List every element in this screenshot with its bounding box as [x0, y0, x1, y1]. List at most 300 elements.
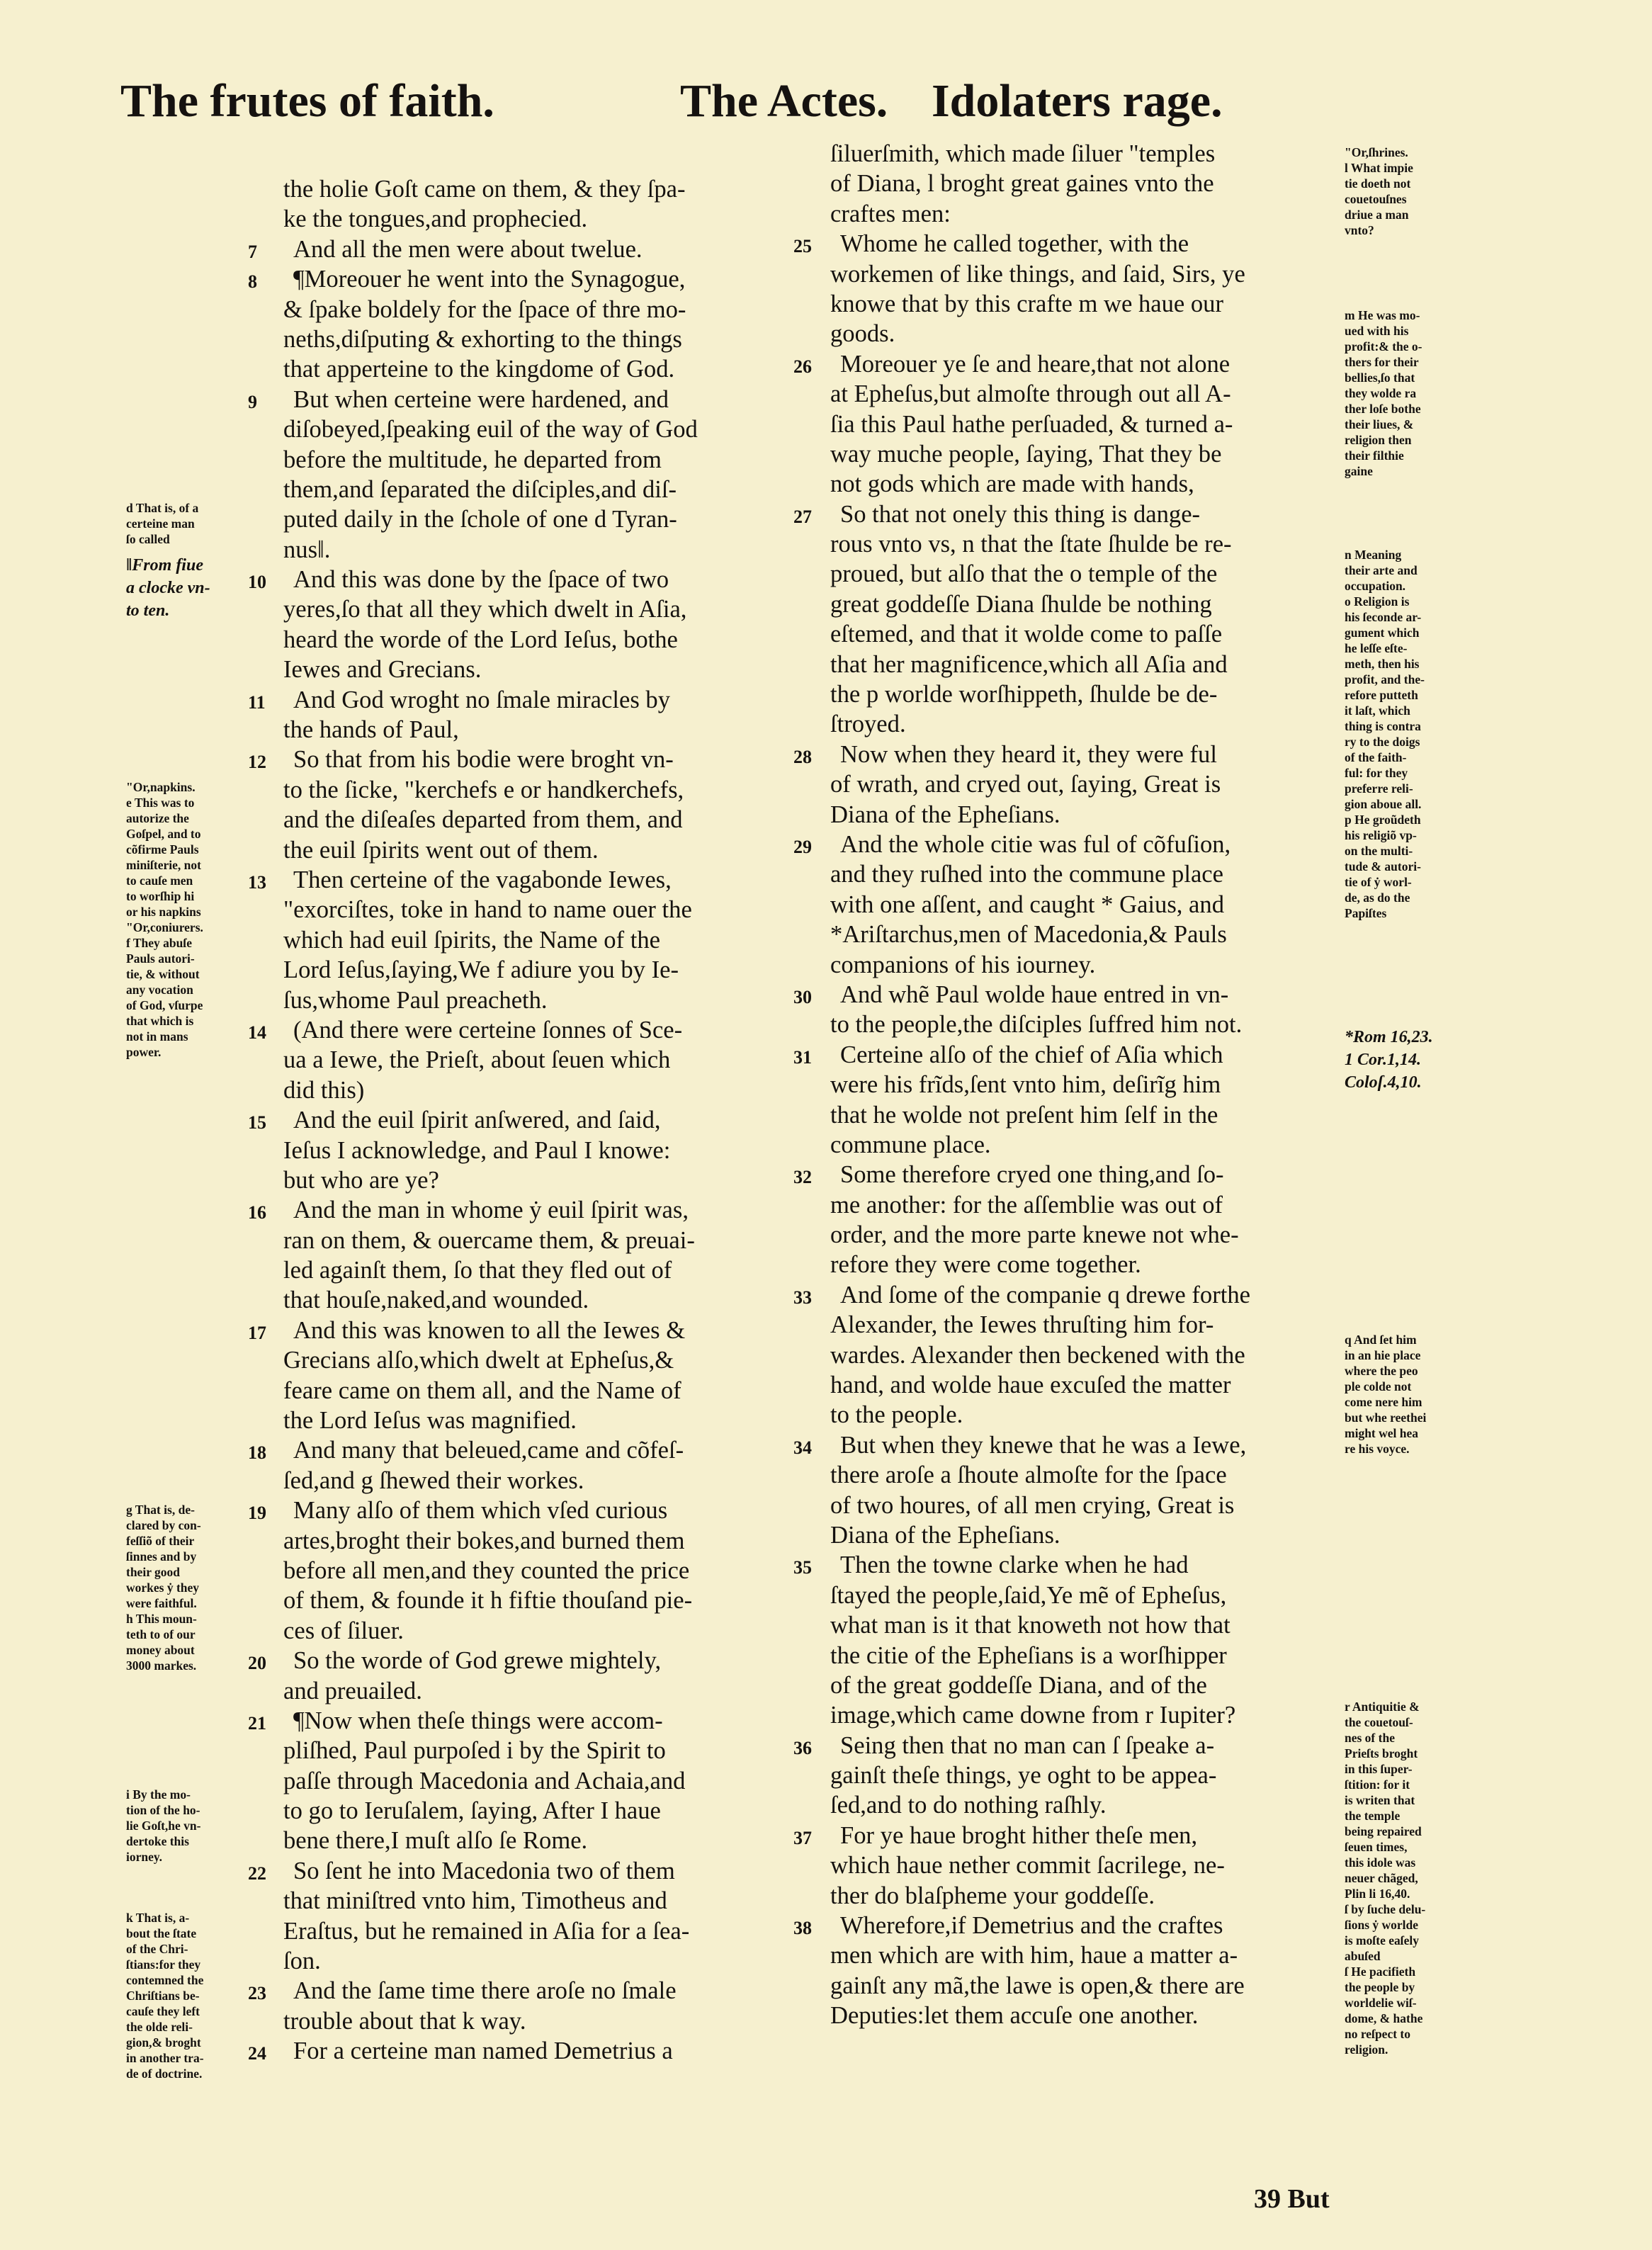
- text-line: [248, 264, 793, 294]
- text-line: [248, 565, 793, 594]
- margin-note: [1345, 547, 1425, 921]
- margin-note-line: a clocke vn-: [126, 579, 210, 597]
- text-line: [830, 1460, 1340, 1490]
- header-book-title: The Actes.: [680, 75, 888, 127]
- margin-note-line: thing is contra: [1345, 719, 1421, 733]
- margin-note-line: ſ by ſuche delu-: [1345, 1902, 1426, 1916]
- margin-note-line: ſtition: for it: [1345, 1777, 1410, 1792]
- line-text: the euil ſpirits went out of them.: [283, 836, 599, 864]
- line-text: did this): [283, 1076, 365, 1104]
- margin-note-line: or his napkins: [126, 905, 201, 919]
- text-line: [793, 499, 1340, 529]
- text-line: [830, 289, 1340, 319]
- margin-note-line: teth to of our: [126, 1627, 196, 1641]
- text-line: [793, 1280, 1340, 1310]
- line-text: the holie Goſt came on them, & they ſpa-: [283, 176, 686, 203]
- margin-note-line: h This moun-: [126, 1612, 197, 1626]
- text-line: [793, 1040, 1340, 1070]
- line-text: of them, & founde it h fiftie thouſand pie-: [283, 1587, 693, 1615]
- text-line: [830, 679, 1340, 709]
- line-text: feare came on them all, and the Name of: [283, 1376, 681, 1404]
- text-line: [283, 1916, 793, 1946]
- margin-note-line: k That is, a-: [126, 1911, 190, 1925]
- line-text: And the ſame time there aroſe no ſmale: [293, 1977, 677, 2005]
- text-line: [283, 2006, 793, 2036]
- text-line: [248, 1496, 793, 1525]
- line-text: ſia this Paul hathe perſuaded, & turned a-: [830, 410, 1233, 438]
- margin-note-line: Coloſ.4,10.: [1345, 1073, 1422, 1092]
- line-text: and preuailed.: [283, 1677, 422, 1705]
- line-text: yeres,ſo that all they which dwelt in Aſia,: [283, 596, 687, 623]
- line-text: which haue nether commit ſacrilege, ne-: [830, 1852, 1225, 1879]
- margin-note-line: g That is, de-: [126, 1503, 195, 1517]
- margin-note-line: they wolde ra: [1345, 386, 1417, 400]
- margin-note-line: m He was mo-: [1345, 308, 1420, 322]
- text-line: [283, 1826, 793, 1855]
- line-text: Moreouer ye ſe and heare,that not alone: [840, 350, 1230, 378]
- verse-number: 16: [248, 1202, 266, 1223]
- line-text: trouble about that k way.: [283, 2007, 526, 2035]
- line-text: Deputies:let them accuſe one another.: [830, 2002, 1199, 2030]
- text-line: [248, 234, 793, 264]
- margin-note-line: ued with his: [1345, 324, 1409, 338]
- margin-note-line: workes ẏ they: [126, 1581, 200, 1595]
- line-text: neths,diſputing & exhorting to the things: [283, 325, 682, 353]
- margin-note-line: refore putteth: [1345, 688, 1418, 702]
- verse-number: 24: [248, 2043, 266, 2064]
- line-text: And the whole citie was ful of cõfuſion,: [840, 830, 1231, 858]
- margin-note-line: dome, & hathe: [1345, 2011, 1423, 2025]
- line-text: Many alſo of them which vſed curious: [293, 1497, 668, 1525]
- text-line: [793, 830, 1340, 859]
- line-text: pliſhed, Paul purpoſed i by the Spirit to: [283, 1737, 666, 1765]
- line-text: rous vnto vs, n that the ſtate ſhulde be re-: [830, 531, 1232, 558]
- line-text: that he wolde not preſent him ſelf in the: [830, 1101, 1218, 1129]
- margin-note-line: ſo called: [126, 532, 170, 546]
- margin-note-line: profit:& the o-: [1345, 339, 1422, 354]
- margin-note-line: thers for their: [1345, 355, 1419, 369]
- line-text: For a certeine man named Demetrius a: [293, 2037, 673, 2065]
- line-text: that her magnificence,which all Aſia and: [830, 650, 1228, 678]
- text-line: [830, 559, 1340, 589]
- verse-number: 18: [248, 1442, 266, 1464]
- margin-note-line: Pauls autori-: [126, 951, 195, 966]
- text-line: [283, 504, 793, 534]
- text-line: [248, 1435, 793, 1465]
- line-text: of wrath, and cryed out, ſaying, Great is: [830, 771, 1221, 798]
- margin-note-line: the couetouſ-: [1345, 1715, 1413, 1729]
- text-line: [283, 985, 793, 1015]
- margin-note-line: tie of ẏ worl-: [1345, 875, 1412, 889]
- margin-note-line: "Or,ſhrines.: [1345, 145, 1408, 159]
- text-line: [830, 529, 1340, 559]
- margin-note-line: their arte and: [1345, 563, 1418, 577]
- line-text: Iewes and Grecians.: [283, 656, 482, 684]
- margin-note: [1345, 1699, 1425, 2057]
- verse-number: 36: [793, 1737, 812, 1758]
- line-text: not gods which are made with hands,: [830, 470, 1194, 498]
- text-line: [830, 1700, 1340, 1730]
- margin-note-line: ‖From fiue: [126, 556, 203, 575]
- margin-note-line: no reſpect to: [1345, 2027, 1410, 2041]
- line-text: heard the worde of the Lord Ieſus, bothe: [283, 626, 678, 653]
- line-text: and the diſeaſes departed from them, and: [283, 806, 683, 834]
- margin-note-line: lie Goſt,he vn-: [126, 1819, 201, 1833]
- margin-note: [126, 1502, 201, 1673]
- margin-note-line: ſ He pacifieth: [1345, 1964, 1416, 1979]
- verse-number: 34: [793, 1437, 812, 1458]
- margin-note-line: religion then: [1345, 433, 1412, 447]
- text-line: [830, 800, 1340, 830]
- text-line: [248, 1976, 793, 2006]
- margin-note-line: where the peo: [1345, 1364, 1418, 1378]
- line-text: that apperteine to the kingdome of God.: [283, 356, 675, 383]
- margin-note-line: Papiſtes: [1345, 906, 1387, 920]
- verse-number: 31: [793, 1046, 812, 1068]
- line-text: wardes. Alexander then beckened with the: [830, 1341, 1245, 1369]
- verse-number: 23: [248, 1983, 266, 2004]
- margin-note-line: "Or,napkins.: [126, 780, 196, 794]
- margin-note-line: gion,& broght: [126, 2035, 201, 2050]
- text-line: [283, 1676, 793, 1706]
- line-text: Alexander, the Iewes thruſting him for-: [830, 1311, 1214, 1339]
- verse-number: 32: [793, 1167, 812, 1188]
- text-line: [830, 1790, 1340, 1820]
- margin-note-line: 3000 markes.: [126, 1658, 197, 1673]
- text-line: [248, 1856, 793, 1886]
- text-line: [830, 1760, 1340, 1790]
- margin-note-line: on the multi-: [1345, 844, 1413, 858]
- line-text: So ſent he into Macedonia two of them: [293, 1857, 675, 1884]
- line-text: with one aſſent, and caught * Gaius, and: [830, 891, 1224, 918]
- margin-note-line: e This was to: [126, 796, 195, 810]
- line-text: & ſpake boldely for the ſpace of thre mo-: [283, 295, 686, 323]
- margin-note: [126, 1787, 200, 1865]
- line-text: "exorciſtes, toke in hand to name ouer the: [283, 896, 692, 924]
- text-line: [830, 1310, 1340, 1340]
- margin-note-line: but whe reethei: [1345, 1411, 1427, 1425]
- text-line: [248, 2036, 793, 2066]
- margin-note-line: in an hie place: [1345, 1348, 1421, 1362]
- verse-number: 25: [793, 236, 812, 257]
- line-text: diſobeyed,ſpeaking euil of the way of God: [283, 416, 698, 443]
- line-text: refore they were come together.: [830, 1251, 1141, 1279]
- margin-note-line: 1 Cor.1,14.: [1345, 1051, 1422, 1069]
- line-text: hand, and wolde haue excuſed the matter: [830, 1372, 1231, 1399]
- text-line: [830, 589, 1340, 619]
- line-text: the Lord Ieſus was magnified.: [283, 1407, 577, 1435]
- verse-number: 17: [248, 1322, 266, 1343]
- text-line: [283, 475, 793, 504]
- margin-note: [126, 1910, 204, 2081]
- margin-note-line: ſeuen times,: [1345, 1840, 1408, 1854]
- text-line: [830, 1010, 1340, 1039]
- verse-number: 20: [248, 1653, 266, 1674]
- text-line: [283, 1736, 793, 1765]
- text-line: [283, 1406, 793, 1435]
- margin-note-line: feſſiõ of their: [126, 1534, 195, 1548]
- verse-number: 28: [793, 746, 812, 767]
- margin-note: [1345, 145, 1413, 238]
- line-text: And ſome of the companie q drewe forthe: [840, 1281, 1250, 1308]
- verse-number: 30: [793, 986, 812, 1007]
- text-line: [283, 1045, 793, 1075]
- line-text: (And there were certeine ſonnes of Sce-: [293, 1016, 683, 1044]
- text-line: [283, 1585, 793, 1615]
- margin-note-line: *Rom 16,23.: [1345, 1028, 1433, 1046]
- margin-note-line: meth, then his: [1345, 657, 1420, 671]
- verse-number: 15: [248, 1112, 266, 1134]
- margin-note-line: couetouſnes: [1345, 192, 1407, 206]
- text-line: [283, 445, 793, 475]
- margin-note-line: to ten.: [126, 601, 170, 620]
- verse-number: 33: [793, 1287, 812, 1308]
- line-text: Seing then that no man can ſ ſpeake a-: [840, 1731, 1215, 1759]
- line-text: there aroſe a ſhoute almoſte for the ſpace: [830, 1462, 1227, 1489]
- margin-note-line: occupation.: [1345, 579, 1406, 593]
- text-line: [283, 955, 793, 985]
- text-line: [283, 414, 793, 444]
- line-text: Diana of the Epheſians.: [830, 1521, 1060, 1549]
- margin-note-line: tie, & without: [126, 967, 200, 981]
- line-text: Now when they heard it, they were ful: [840, 740, 1217, 768]
- line-text: what man is it that knoweth not how that: [830, 1612, 1230, 1639]
- text-line: [283, 775, 793, 805]
- text-line: [283, 625, 793, 655]
- text-line: [830, 890, 1340, 920]
- text-line: [830, 1491, 1340, 1520]
- text-line: [830, 319, 1340, 349]
- line-text: paſſe through Macedonia and Achaia,and: [283, 1767, 686, 1794]
- margin-note-line: l What impie: [1345, 161, 1413, 175]
- line-text: And God wroght no ſmale miracles by: [293, 686, 671, 713]
- margin-note-line: to worſhip hi: [126, 889, 195, 903]
- margin-note-line: the people by: [1345, 1980, 1415, 1994]
- line-text: ſon.: [283, 1947, 321, 1975]
- text-line: [830, 950, 1340, 980]
- verse-number: 11: [248, 691, 266, 713]
- text-line: [283, 1796, 793, 1826]
- margin-note-line: his religiõ vp-: [1345, 828, 1417, 842]
- margin-note: [126, 500, 198, 547]
- text-line: [830, 259, 1340, 289]
- line-text: the hands of Paul,: [283, 716, 459, 744]
- text-line: [830, 859, 1340, 889]
- text-line: [283, 354, 793, 384]
- margin-note-line: ſinnes and by: [126, 1549, 197, 1564]
- text-line: [283, 1226, 793, 1255]
- line-text: workemen of like things, and ſaid, Sirs, ye: [830, 260, 1245, 288]
- margin-note-line: is moſte eaſely: [1345, 1933, 1419, 1947]
- text-line: [283, 805, 793, 835]
- text-line: [248, 1706, 793, 1736]
- text-line: [283, 204, 793, 234]
- margin-note-line: tude & autori-: [1345, 859, 1421, 874]
- line-text: ke the tongues,and prophecied.: [283, 205, 588, 233]
- text-line: [248, 1195, 793, 1225]
- margin-note-line: dertoke this: [126, 1834, 189, 1848]
- margin-note-line: is writen that: [1345, 1793, 1415, 1807]
- margin-note-line: come nere him: [1345, 1395, 1422, 1409]
- line-text: Some therefore cryed one thing,and ſo-: [840, 1161, 1224, 1189]
- line-text: And many that beleued,came and cõfeſ-: [293, 1437, 684, 1464]
- line-text: but who are ye?: [283, 1166, 439, 1194]
- text-line: [830, 469, 1340, 499]
- margin-note-line: r Antiquitie &: [1345, 1700, 1420, 1714]
- text-line: [830, 1581, 1340, 1610]
- line-text: nus‖.: [283, 536, 331, 563]
- right-text-column: [793, 139, 1340, 2031]
- margin-note-line: might wel hea: [1345, 1426, 1419, 1440]
- line-text: the citie of the Epheſians is a worſhipper: [830, 1641, 1227, 1669]
- line-text: them,and ſeparated the diſciples,and diſ-: [283, 475, 677, 503]
- text-line: [830, 1220, 1340, 1250]
- text-line: [283, 1255, 793, 1285]
- verse-number: 8: [248, 271, 257, 293]
- margin-note-line: vnto?: [1345, 223, 1374, 237]
- margin-note-line: to cauſe men: [126, 874, 193, 888]
- text-line: [830, 1100, 1340, 1130]
- margin-note-line: driue a man: [1345, 208, 1409, 222]
- margin-note-line: q And ſet him: [1345, 1333, 1417, 1347]
- text-line: [283, 1285, 793, 1315]
- line-text: companions of his iourney.: [830, 951, 1096, 978]
- margin-note-line: the olde reli-: [126, 2020, 193, 2034]
- margin-note: [126, 554, 210, 622]
- line-text: Wherefore,if Demetrius and the craftes: [840, 1912, 1223, 1940]
- margin-note-line: re his voyce.: [1345, 1442, 1410, 1456]
- margin-note-line: d That is, of a: [126, 501, 199, 515]
- verse-number: 13: [248, 871, 266, 893]
- text-line: [283, 1376, 793, 1406]
- text-line: [830, 1340, 1340, 1370]
- verse-number: 38: [793, 1918, 812, 1939]
- text-line: [283, 925, 793, 955]
- line-text: and they ruſhed into the commune place: [830, 861, 1223, 888]
- text-line: [283, 655, 793, 684]
- text-line: [283, 1526, 793, 1556]
- text-line: [283, 1766, 793, 1796]
- margin-note-line: Plin li 16,40.: [1345, 1887, 1410, 1901]
- text-line: [283, 895, 793, 925]
- margin-note-line: profit, and the-: [1345, 672, 1425, 686]
- margin-note-line: cõfirme Pauls: [126, 842, 199, 857]
- line-text: bene there,I muſt alſo ſe Rome.: [283, 1827, 588, 1855]
- left-text-column: [248, 174, 793, 2067]
- header-left-title: The frutes of faith.: [120, 75, 494, 127]
- margin-note-line: neuer chãged,: [1345, 1871, 1418, 1885]
- margin-note-line: being repaired: [1345, 1824, 1422, 1838]
- text-line: [793, 980, 1340, 1010]
- margin-note-line: tion of the ho-: [126, 1803, 200, 1817]
- text-line: [830, 1940, 1340, 1970]
- text-line: [793, 1160, 1340, 1189]
- verse-number: 26: [793, 356, 812, 377]
- text-line: [283, 535, 793, 565]
- text-line: [830, 2001, 1340, 2030]
- line-text: ſed,and to do nothing raſhly.: [830, 1792, 1107, 1819]
- margin-note-line: certeine man: [126, 516, 195, 531]
- margin-note-line: not in mans: [126, 1029, 188, 1044]
- text-line: [830, 1881, 1340, 1911]
- verse-number: 37: [793, 1827, 812, 1848]
- margin-note-line: miniſterie, not: [126, 858, 201, 872]
- line-text: puted daily in the ſchole of one d Tyran-: [283, 506, 677, 533]
- margin-note-line: autorize the: [126, 811, 189, 825]
- line-text: to go to Ieruſalem, ſaying, After I haue: [283, 1797, 661, 1825]
- line-text: gainſt theſe things, ye oght to be appea-: [830, 1762, 1217, 1790]
- line-text: And whẽ Paul wolde haue entred in vn-: [840, 980, 1229, 1008]
- margin-note-line: gaine: [1345, 464, 1373, 478]
- margin-note-line: gument which: [1345, 626, 1420, 640]
- margin-note-line: were faithful.: [126, 1596, 197, 1610]
- line-text: to the ſicke, "kerchefs e or handkerchefs,: [283, 776, 684, 803]
- text-line: [283, 1616, 793, 1646]
- line-text: ſed,and g ſhewed their workes.: [283, 1466, 584, 1494]
- line-text: Eraſtus, but he remained in Aſia for a ſea-: [283, 1917, 690, 1945]
- margin-note-line: "Or,coniurers.: [126, 920, 203, 934]
- margin-note-line: ther loſe bothe: [1345, 402, 1421, 416]
- margin-note-line: i By the mo-: [126, 1787, 191, 1802]
- verse-number: 12: [248, 752, 266, 773]
- text-line: [283, 1556, 793, 1585]
- text-line: [283, 1345, 793, 1375]
- text-line: [283, 1075, 793, 1105]
- margin-note-line: of the faith-: [1345, 750, 1407, 764]
- text-line: [830, 1670, 1340, 1700]
- text-line: [283, 324, 793, 354]
- text-line: [830, 769, 1340, 799]
- line-text: great goddeſſe Diana ſhulde be nothing: [830, 590, 1212, 618]
- text-line: [830, 409, 1340, 439]
- line-text: goods.: [830, 320, 895, 348]
- line-text: the p worlde worſhippeth, ſhulde be de-: [830, 681, 1218, 708]
- margin-note-line: his ſeconde ar-: [1345, 610, 1422, 624]
- text-line: [830, 1610, 1340, 1640]
- text-line: [830, 1190, 1340, 1220]
- line-text: of two houres, of all men crying, Great is: [830, 1491, 1235, 1519]
- text-line: [248, 1646, 793, 1675]
- text-line: [830, 199, 1340, 229]
- margin-note-line: n Meaning: [1345, 548, 1402, 562]
- margin-note-line: gion aboue all.: [1345, 797, 1422, 811]
- line-text: of the great goddeſſe Diana, and of the: [830, 1671, 1207, 1699]
- line-text: artes,broght their bokes,and burned them: [283, 1527, 685, 1554]
- line-text: way muche people, ſaying, That they be: [830, 440, 1222, 468]
- line-text: eſtemed, and that it wolde come to paſſe: [830, 621, 1223, 648]
- line-text: men which are with him, haue a matter a-: [830, 1942, 1238, 1969]
- line-text: And this was done by the ſpace of two: [293, 566, 669, 594]
- line-text: ther do blaſpheme your goddeſſe.: [830, 1882, 1155, 1909]
- margin-note-line: contemned the: [126, 1973, 204, 1987]
- text-line: [283, 1466, 793, 1496]
- margin-note-line: Goſpel, and to: [126, 827, 201, 841]
- text-line: [283, 174, 793, 204]
- text-line: [830, 1250, 1340, 1279]
- line-text: me another: for the aſſemblie was out of: [830, 1191, 1223, 1219]
- margin-note-line: the temple: [1345, 1809, 1401, 1823]
- line-text: of Diana, l broght great gaines vnto the: [830, 170, 1214, 198]
- verse-number: 27: [793, 506, 812, 527]
- verse-number: 7: [248, 241, 257, 262]
- text-line: [248, 385, 793, 414]
- line-text: And this was knowen to all the Iewes &: [293, 1316, 686, 1344]
- margin-note-line: their good: [126, 1565, 180, 1579]
- text-line: [830, 709, 1340, 739]
- margin-note-line: ſions ẏ worlde: [1345, 1918, 1419, 1932]
- line-text: knowe that by this crafte m we haue our: [830, 290, 1223, 317]
- margin-note-line: de of doctrine.: [126, 2067, 203, 2081]
